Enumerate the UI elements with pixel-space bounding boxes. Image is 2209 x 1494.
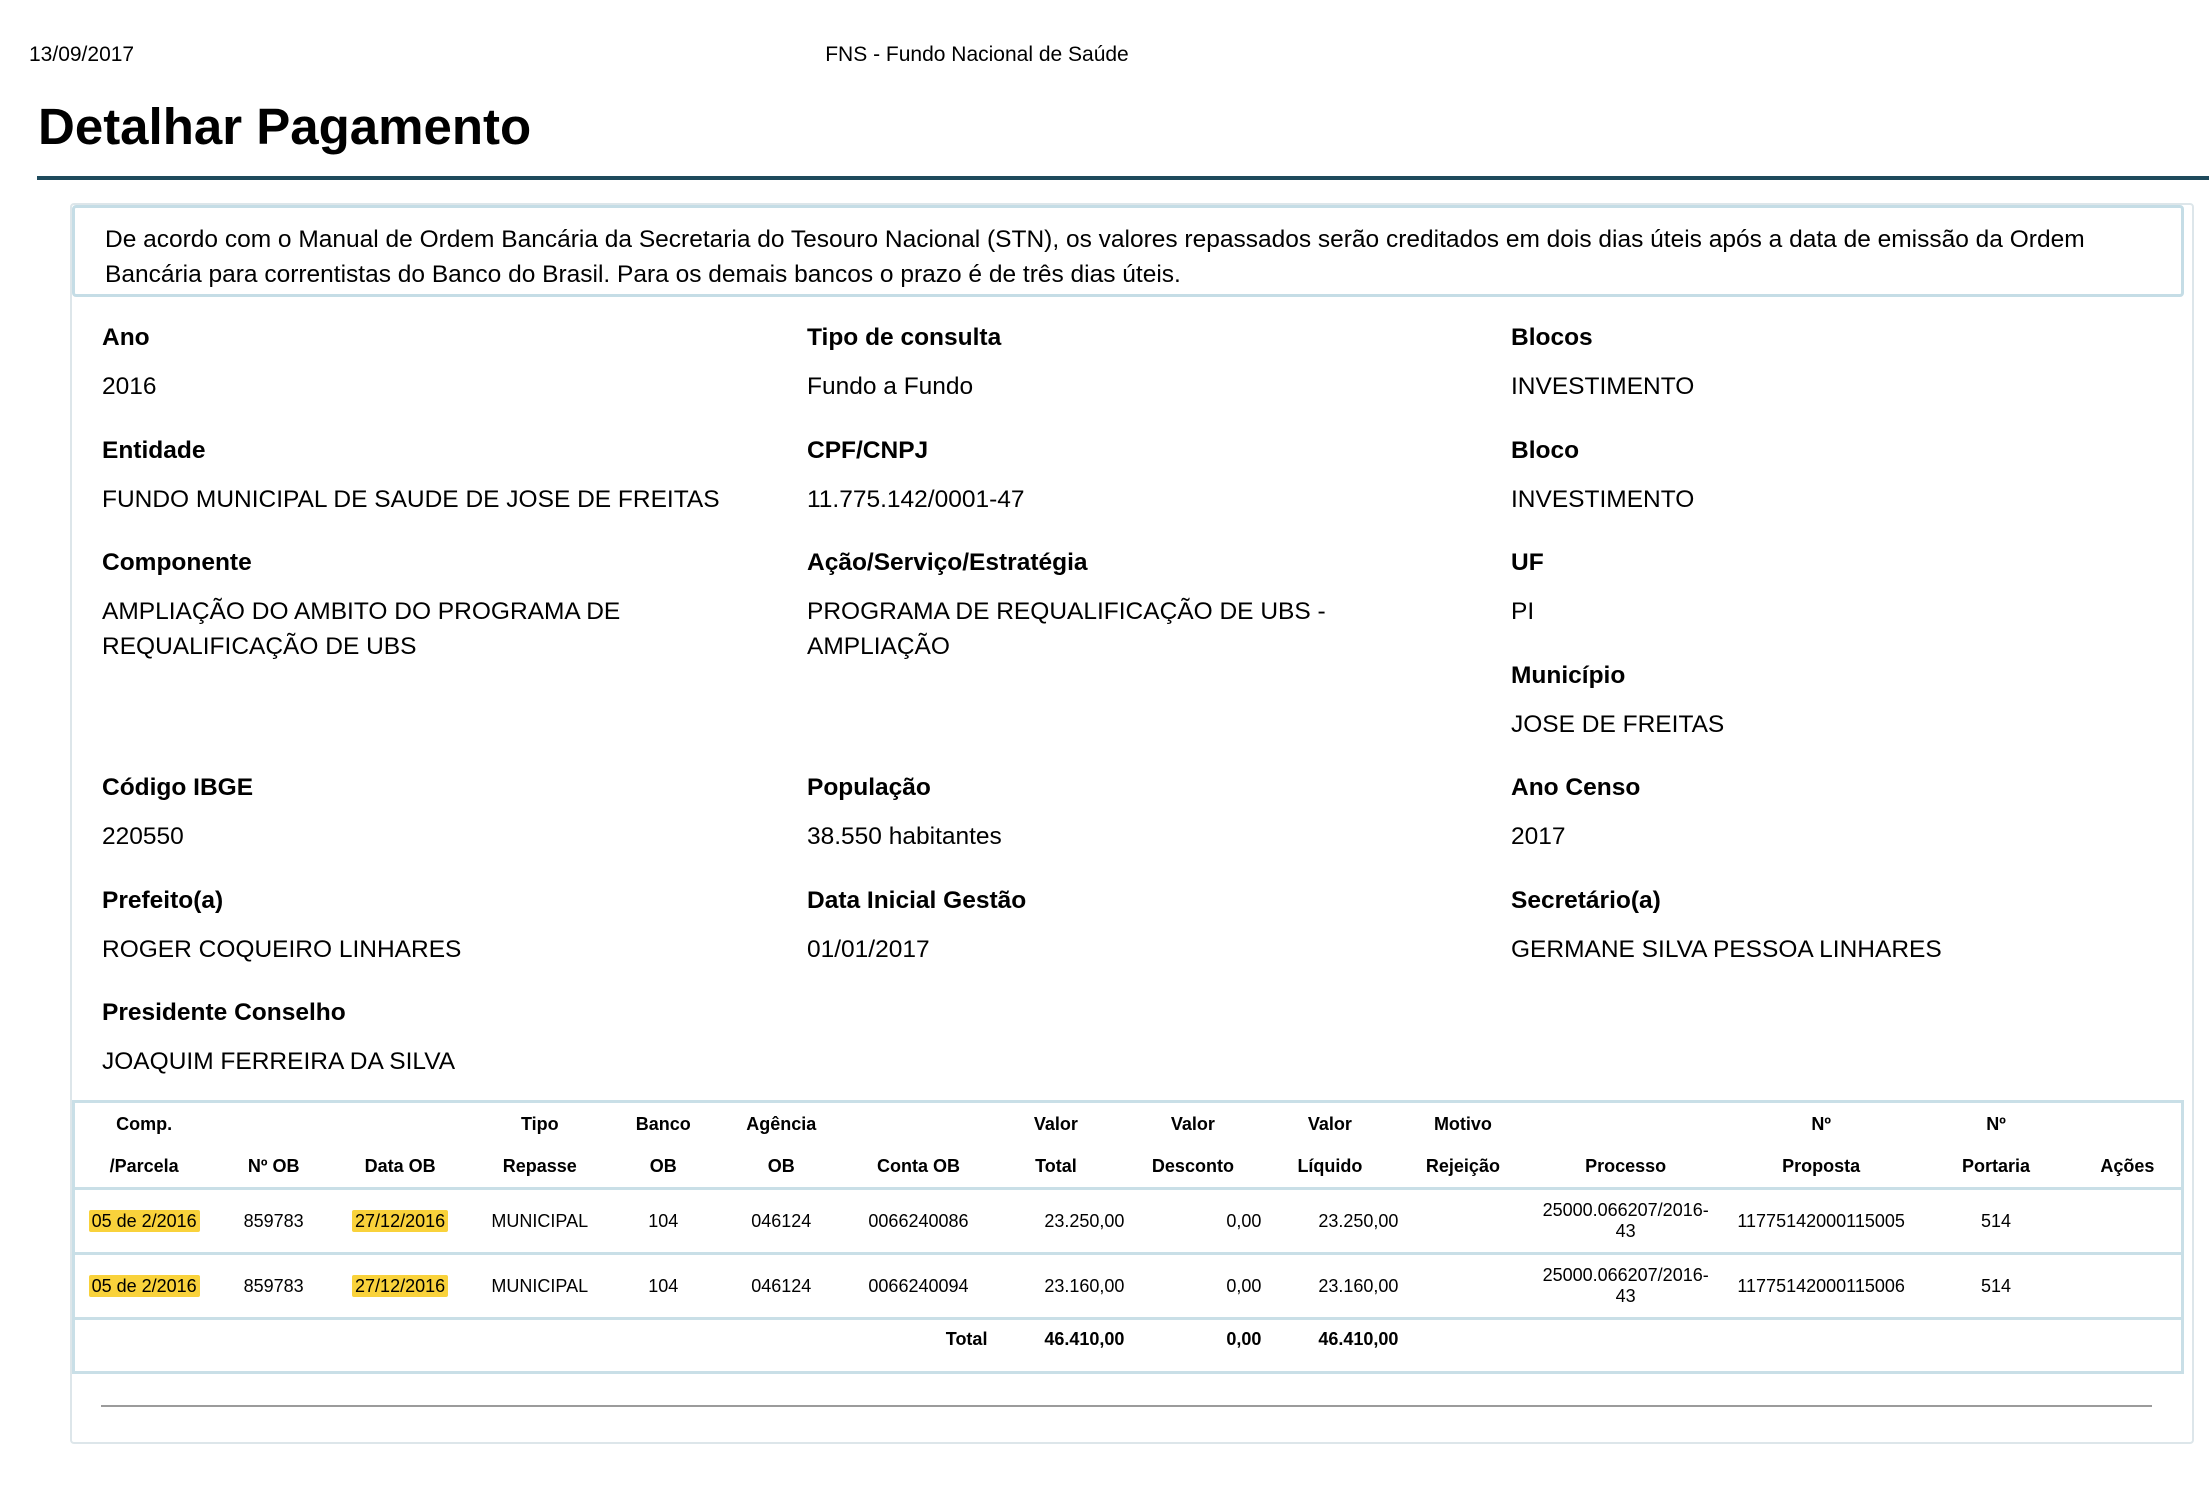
col-header-comp: Comp.: [116, 1113, 173, 1134]
field-populacao: [807, 773, 1497, 854]
field-uf: [1511, 548, 2201, 629]
field-ano-censo: [1511, 773, 2201, 854]
cell-acoes: [2074, 1189, 2181, 1254]
processo-line-2: 43: [1615, 1286, 1636, 1306]
field-label: CPF/CNPJ: [807, 437, 929, 464]
field-tipo-consulta: [807, 323, 1497, 404]
cell-valor-liquido: 23.160,00: [1261, 1254, 1398, 1319]
col-header-parcela: /Parcela: [109, 1155, 179, 1176]
field-entidade: [102, 436, 792, 517]
processo-line-1: 25000.066207/2016-: [1542, 1200, 1709, 1220]
col-header-liquido: Líquido: [1297, 1155, 1363, 1176]
highlighted-data-ob: 27/12/2016: [352, 1210, 448, 1232]
cell-tipo-repasse: MUNICIPAL: [466, 1254, 613, 1319]
field-acao: [807, 548, 1367, 664]
field-value: 2017: [1511, 823, 1566, 850]
field-label: Ano Censo: [1511, 774, 1641, 801]
field-cpf-cnpj: [807, 436, 1497, 517]
field-municipio: [1511, 661, 2201, 742]
col-header-conta: [849, 1103, 987, 1145]
field-codigo-ibge: [102, 773, 792, 854]
cell-processo: [1527, 1189, 1723, 1254]
page-title: Detalhar Pagamento: [38, 98, 532, 155]
col-header-agencia-ob: OB: [767, 1155, 795, 1176]
cell-banco: 104: [613, 1254, 713, 1319]
col-header-valor-liquido: Valor: [1307, 1113, 1352, 1134]
totals-label: Total: [75, 1319, 987, 1359]
col-header-desconto: Desconto: [1151, 1155, 1234, 1176]
cell-parcela: [75, 1189, 213, 1254]
col-header-banco: Banco: [635, 1113, 691, 1134]
cell-agencia: 046124: [713, 1189, 849, 1254]
totals-row: [75, 1319, 2181, 1359]
field-ano: [102, 323, 792, 404]
col-header-conta-ob: Conta OB: [876, 1155, 960, 1176]
header-row-bottom: [75, 1145, 2181, 1189]
cell-portaria: 514: [1918, 1254, 2073, 1319]
cell-acoes: [2074, 1254, 2181, 1319]
cell-n-ob: 859783: [213, 1189, 334, 1254]
field-value: INVESTIMENTO: [1511, 373, 1695, 400]
field-label: UF: [1511, 549, 1544, 576]
field-value: PI: [1511, 598, 1535, 625]
col-header-portaria: Nº: [1986, 1113, 2006, 1134]
field-label: Tipo de consulta: [807, 324, 1002, 351]
field-label: Entidade: [102, 437, 206, 464]
cell-motivo: [1398, 1254, 1527, 1319]
field-data-inicial-gestao: [807, 886, 1497, 967]
field-label: Ação/Serviço/Estratégia: [807, 549, 1088, 576]
payments-table: [72, 1100, 2184, 1374]
table-row: [75, 1254, 2181, 1319]
col-header-data-ob: [334, 1103, 466, 1145]
totals-valor-liquido: 46.410,00: [1261, 1319, 1398, 1359]
col-header-processo-2: Processo: [1585, 1155, 1667, 1176]
processo-line-2: 43: [1615, 1221, 1636, 1241]
field-label: Bloco: [1511, 437, 1580, 464]
site-title: FNS - Fundo Nacional de Saúde: [825, 43, 1129, 66]
highlighted-parcela: 05 de 2/2016: [89, 1210, 200, 1232]
cell-n-ob: 859783: [213, 1254, 334, 1319]
cell-data-ob: [334, 1189, 466, 1254]
field-value: 220550: [102, 823, 184, 850]
totals-valor-desconto: 0,00: [1124, 1319, 1261, 1359]
col-header-banco-ob: OB: [649, 1155, 677, 1176]
field-label: Componente: [102, 549, 252, 576]
field-presidente: [102, 998, 792, 1079]
field-value: PROGRAMA DE REQUALIFICAÇÃO DE UBS - AMPLIAÇÃO: [807, 598, 1326, 660]
table-row: [75, 1189, 2181, 1254]
cell-data-ob: [334, 1254, 466, 1319]
field-value: 38.550 habitantes: [807, 823, 1002, 850]
col-header-valor-total: Valor: [1033, 1113, 1078, 1134]
field-value: AMPLIAÇÃO DO AMBITO DO PROGRAMA DE REQUALIFICAÇÃO DE UBS: [102, 598, 621, 660]
cell-valor-total: 23.250,00: [987, 1189, 1124, 1254]
cell-valor-liquido: 23.250,00: [1261, 1189, 1398, 1254]
processo-line-1: 25000.066207/2016-: [1542, 1265, 1709, 1285]
col-header-n-ob: [213, 1103, 334, 1145]
col-header-total: Total: [1035, 1155, 1077, 1176]
field-label: Data Inicial Gestão: [807, 887, 1027, 914]
cell-proposta: 11775142000115006: [1724, 1254, 1919, 1319]
field-value: GERMANE SILVA PESSOA LINHARES: [1511, 936, 1942, 963]
field-label: Prefeito(a): [102, 887, 224, 914]
field-prefeito: [102, 886, 792, 967]
field-label: Secretário(a): [1511, 887, 1661, 914]
stn-notice: De acordo com o Manual de Ordem Bancária da Secretaria do Tesouro Nacional (STN), os valores repassados serão creditados em dois dias úteis após a data de emissão da Ordem Bancária para correntistas do Banco do Brasil. Para os demais bancos o prazo é de três dias úteis.: [72, 205, 2184, 297]
field-value: INVESTIMENTO: [1511, 486, 1695, 513]
cell-valor-desconto: 0,00: [1124, 1254, 1261, 1319]
col-header-motivo: Motivo: [1433, 1113, 1492, 1134]
col-header-data-ob-2: Data OB: [364, 1155, 436, 1176]
col-header-valor-desconto: Valor: [1170, 1113, 1215, 1134]
cell-conta: 0066240094: [849, 1254, 987, 1319]
print-date: 13/09/2017: [29, 43, 135, 66]
col-header-n-ob-2: Nº OB: [247, 1155, 300, 1176]
field-value: 2016: [102, 373, 157, 400]
field-label: População: [807, 774, 931, 801]
field-label: Ano: [102, 324, 150, 351]
cell-processo: [1527, 1254, 1723, 1319]
col-header-tipo: Tipo: [520, 1113, 559, 1134]
highlighted-data-ob: 27/12/2016: [352, 1275, 448, 1297]
field-componente: [102, 548, 702, 664]
totals-empty: [1398, 1319, 2181, 1359]
highlighted-parcela: 05 de 2/2016: [89, 1275, 200, 1297]
field-value: JOAQUIM FERREIRA DA SILVA: [102, 1048, 456, 1075]
totals-valor-total: 46.410,00: [987, 1319, 1124, 1359]
cell-valor-desconto: 0,00: [1124, 1189, 1261, 1254]
field-bloco: [1511, 436, 2201, 517]
cell-valor-total: 23.160,00: [987, 1254, 1124, 1319]
field-value: 01/01/2017: [807, 936, 930, 963]
cell-portaria: 514: [1918, 1189, 2073, 1254]
field-label: Código IBGE: [102, 774, 254, 801]
cell-parcela: [75, 1254, 213, 1319]
field-secretario: [1511, 886, 2201, 967]
cell-agencia: 046124: [713, 1254, 849, 1319]
field-blocos: [1511, 323, 2201, 404]
header-row-top: [75, 1103, 2181, 1145]
field-value: FUNDO MUNICIPAL DE SAUDE DE JOSE DE FREITAS: [102, 486, 720, 513]
title-divider: [37, 176, 2209, 180]
cell-conta: 0066240086: [849, 1189, 987, 1254]
col-header-repasse: Repasse: [502, 1155, 577, 1176]
col-header-processo: [1527, 1103, 1723, 1145]
col-header-proposta-2: Proposta: [1782, 1155, 1861, 1176]
col-header-rejeicao: Rejeição: [1425, 1155, 1500, 1176]
field-label: Blocos: [1511, 324, 1593, 351]
field-label: Presidente Conselho: [102, 999, 346, 1026]
col-header-agencia: Agência: [746, 1113, 817, 1134]
field-value: JOSE DE FREITAS: [1511, 711, 1725, 738]
col-header-acoes: [2074, 1103, 2181, 1145]
field-value: 11.775.142/0001-47: [807, 486, 1025, 513]
bottom-divider: [101, 1405, 2152, 1407]
cell-banco: 104: [613, 1189, 713, 1254]
cell-motivo: [1398, 1189, 1527, 1254]
cell-proposta: 11775142000115005: [1724, 1189, 1919, 1254]
col-header-acoes-2: Ações: [2100, 1155, 2155, 1176]
col-header-proposta: Nº: [1811, 1113, 1831, 1134]
field-value: ROGER COQUEIRO LINHARES: [102, 936, 462, 963]
col-header-portaria-2: Portaria: [1962, 1155, 2031, 1176]
cell-tipo-repasse: MUNICIPAL: [466, 1189, 613, 1254]
field-label: Município: [1511, 662, 1626, 689]
field-value: Fundo a Fundo: [807, 373, 974, 400]
